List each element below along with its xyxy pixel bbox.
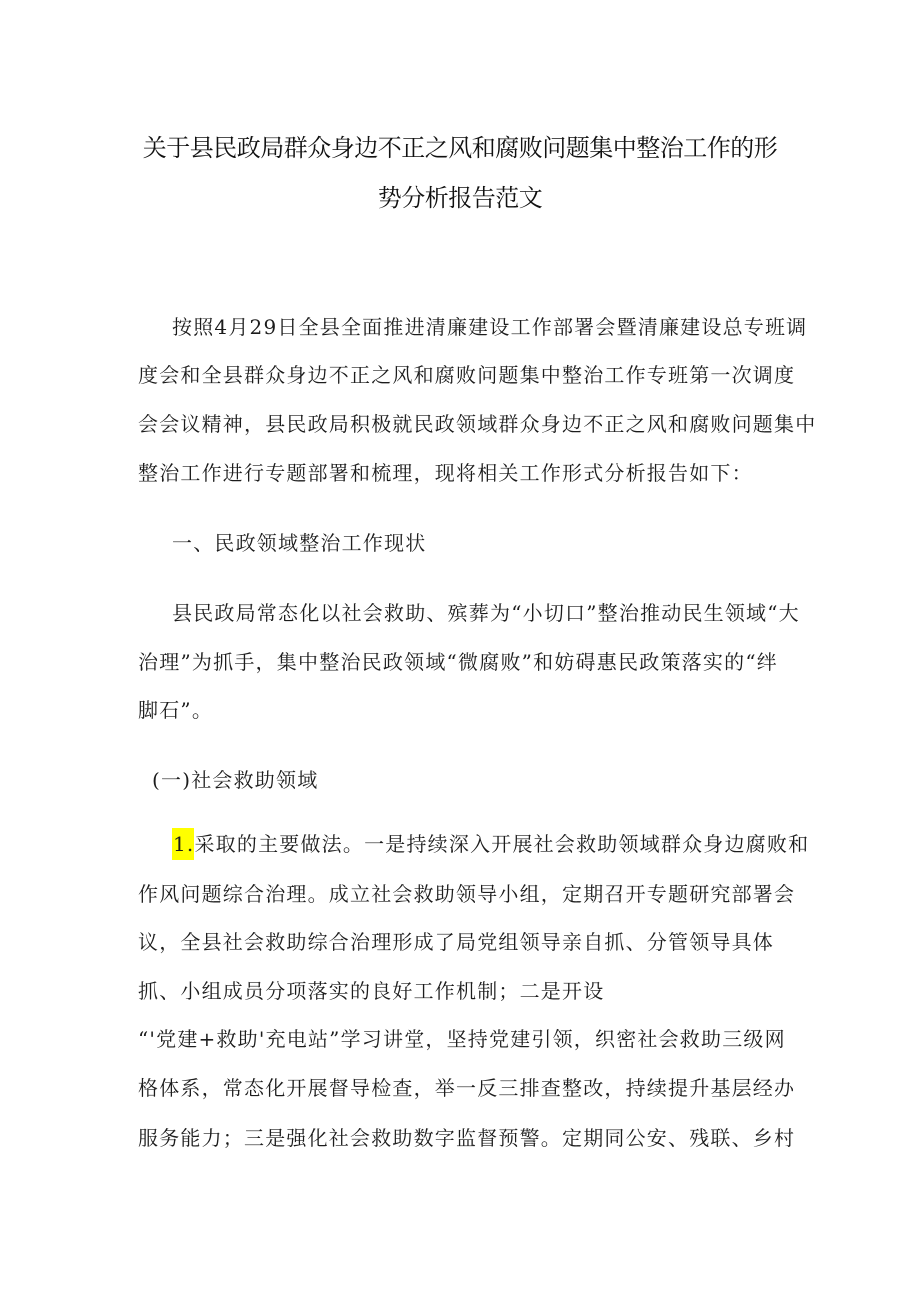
item-line: 抓、小组成员分项落实的良好工作机制；二是开设 xyxy=(138,979,605,1003)
item-line xyxy=(172,830,810,858)
section-paragraph-line: 县民政局常态化以社会救助、殡葬为“小切口”整治推动民生领域“大 xyxy=(172,601,800,625)
section-paragraph-line: 治理”为抓手，集中整治民政领域“微腐败”和妨碍惠民政策落实的“绊 xyxy=(138,650,778,674)
document-title-line-2: 势分析报告范文 xyxy=(377,184,543,212)
item-line: 服务能力；三是强化社会救助数字监督预警。定期同公安、残联、乡村 xyxy=(138,1126,796,1150)
intro-line: 会会议精神，县民政局积极就民政领域群众身边不正之风和腐败问题集中 xyxy=(138,412,817,436)
item-line: 议，全县社会救助综合治理形成了局党组领导亲自抓、分管领导具体 xyxy=(138,930,774,954)
intro-line: 整治工作进行专题部署和梳理，现将相关工作形式分析报告如下： xyxy=(138,461,753,485)
item-line: 格体系，常态化开展督导检查，举一反三排查整改，持续提升基层经办 xyxy=(138,1076,796,1100)
section-heading: 一、民政领域整治工作现状 xyxy=(172,531,427,555)
intro-line: 度会和全县群众身边不正之风和腐败问题集中整治工作专班第一次调度 xyxy=(138,363,796,387)
item-line: 作风问题综合治理。成立社会救助领导小组，定期召开专题研究部署会 xyxy=(138,882,796,906)
section-paragraph-line: 脚石”。 xyxy=(138,698,214,722)
subsection-heading: (一)社会救助领域 xyxy=(152,768,319,792)
item-text: 采取的主要做法。一是持续深入开展社会救助领域群众身边腐败和 xyxy=(194,832,810,856)
item-line: “'党建+救助'充电站”学习讲堂，坚持党建引领，织密社会救助三级网 xyxy=(138,1027,786,1051)
highlighted-item-number: 1. xyxy=(172,828,194,860)
intro-line: 按照4月29日全县全面推进清廉建设工作部署会暨清廉建设总专班调 xyxy=(172,315,808,339)
document-title-line-1: 关于县民政局群众身边不正之风和腐败问题集中整治工作的形 xyxy=(142,134,778,162)
